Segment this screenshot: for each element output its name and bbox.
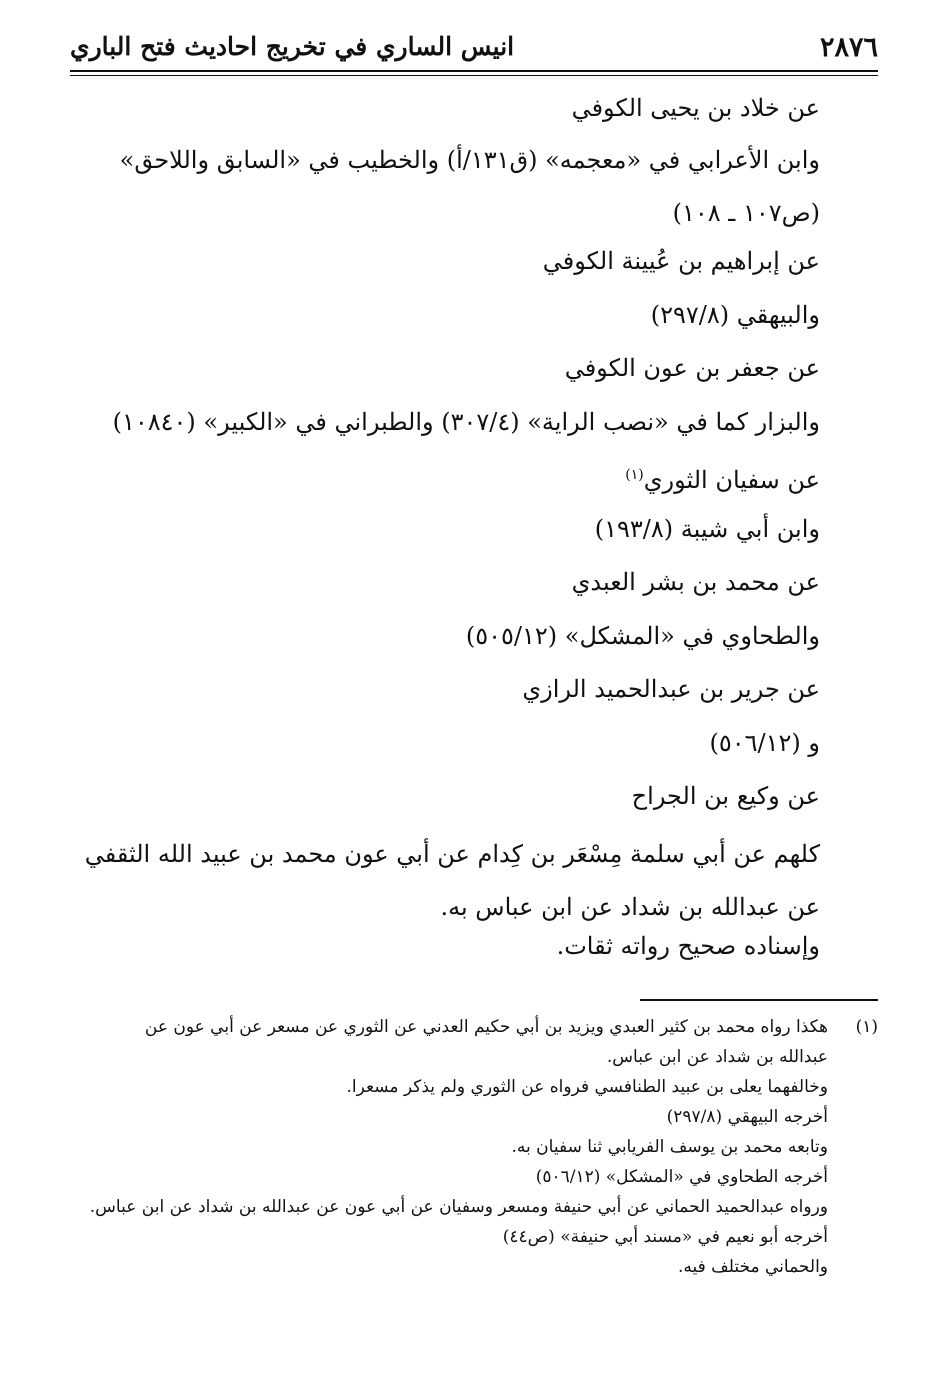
footnote-line: والحماني مختلف فيه. bbox=[677, 1257, 828, 1277]
wrapped-citation bbox=[72, 134, 820, 240]
text-line: وإسناده صحيح رواته ثقات. bbox=[556, 932, 820, 960]
text-line: وابن الأعرابي في «معجمه» (ق١٣١/أ) والخطيب في «السابق واللاحق» (ص١٠٧ ـ ١٠٨) bbox=[119, 146, 820, 227]
header-rule bbox=[70, 70, 878, 72]
text-line: عن جعفر بن عون الكوفي bbox=[564, 354, 820, 382]
text-line: والبيهقي (٢٩٧/٨) bbox=[650, 300, 820, 329]
text-paragraph: كلهم عن أبي سلمة مِسْعَر بن كِدام عن أبي عون محمد بن عبيد الله الثقفي عن عبدالله بن شداد عن ابن عباس به. bbox=[84, 840, 820, 921]
footnote-body bbox=[72, 1012, 828, 1282]
running-title: انيس الساري في تخريج احاديث فتح الباري bbox=[70, 32, 515, 61]
page-number: ٢٨٧٦ bbox=[819, 32, 878, 63]
text-line: والطحاوي في «المشكل» (٥٠٥/١٢) bbox=[465, 621, 820, 650]
footnote-line: أخرجه أبو نعيم في «مسند أبي حنيفة» (ص٤٤) bbox=[502, 1227, 828, 1247]
footnote-line: عبدالله بن شداد عن ابن عباس. bbox=[606, 1047, 828, 1067]
page-header bbox=[70, 28, 878, 70]
text-line: و (٥٠٦/١٢) bbox=[709, 728, 820, 757]
footnote-line: ورواه عبدالحميد الحماني عن أبي حنيفة ومسعر وسفيان عن أبي عون عن عبدالله بن شداد عن ابن عباس. bbox=[89, 1197, 828, 1217]
footnote-line: وخالفهما يعلى بن عبيد الطنافسي فرواه عن الثوري ولم يذكر مسعرا. bbox=[346, 1077, 828, 1097]
text-line bbox=[72, 449, 820, 503]
chain-paragraph bbox=[72, 828, 820, 934]
text-line-main: عن سفيان الثوري bbox=[643, 466, 820, 494]
footnote-line: أخرجه الطحاوي في «المشكل» (٥٠٦/١٢) bbox=[535, 1167, 828, 1187]
header-rule-thin bbox=[70, 75, 878, 76]
text-line: عن خلاد بن يحيى الكوفي bbox=[571, 94, 820, 122]
text-line: والبزار كما في «نصب الراية» (٣٠٧/٤) والطبراني في «الكبير» (١٠٨٤٠) bbox=[112, 407, 820, 436]
footnote-separator bbox=[640, 999, 878, 1001]
footnote-marker: (١) bbox=[855, 1017, 878, 1037]
footnote-line: وتابعه محمد بن يوسف الفريابي ثنا سفيان به. bbox=[511, 1137, 828, 1157]
text-line: عن محمد بن بشر العبدي bbox=[571, 568, 820, 596]
text-line: عن جرير بن عبدالحميد الرازي bbox=[522, 675, 820, 703]
footnotes bbox=[72, 1012, 878, 1282]
main-text bbox=[72, 82, 820, 136]
text-line: وابن أبي شيبة (١٩٣/٨) bbox=[594, 514, 820, 543]
footnote-reference: (١) bbox=[625, 467, 644, 483]
text-line: عن إبراهيم بن عُيينة الكوفي bbox=[542, 247, 820, 275]
text-line: عن وكيع بن الجراح bbox=[631, 782, 820, 810]
footnote-line: هكذا رواه محمد بن كثير العبدي ويزيد بن أبي حكيم العدني عن الثوري عن مسعر عن أبي عون عن bbox=[144, 1017, 828, 1037]
footnote-line: أخرجه البيهقي (٢٩٧/٨) bbox=[666, 1107, 828, 1127]
main-text-end bbox=[72, 920, 820, 974]
main-text-continued bbox=[72, 235, 820, 824]
